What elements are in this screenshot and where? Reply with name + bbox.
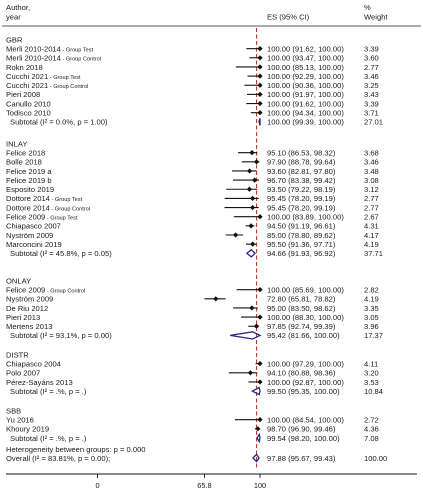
study-name: Dottore 2014 (6, 203, 50, 213)
study-weight: 4.31 (364, 221, 379, 231)
study-subgroup: - Group Control (60, 56, 101, 63)
study-weight: 3.05 (364, 312, 379, 322)
study-name: Dottore 2014 (6, 194, 50, 204)
study-name: Yu 2016 (6, 415, 34, 425)
study-point (257, 64, 262, 69)
study-point (250, 242, 255, 247)
subtotal-label: Subtotal (I² = .%, p = .) (10, 386, 87, 396)
study-point (213, 296, 218, 301)
overall-weight: 100.00 (364, 453, 388, 463)
study-weight: 3.68 (364, 148, 379, 158)
study-point (254, 159, 259, 164)
study-weight: 2.67 (364, 212, 379, 222)
study-weight: 3.60 (364, 53, 379, 63)
study-ci-text: 100.00 (93.47, 100.00) (267, 53, 344, 63)
study-weight: 3.39 (364, 99, 379, 109)
study-label (6, 185, 54, 194)
study-ci-text: 100.00 (85.69, 100.00) (267, 285, 344, 295)
study-ci-text: 100.00 (92.29, 100.00) (267, 71, 344, 81)
study-ci-text: 95.45 (78.20, 99.19) (267, 203, 336, 213)
group-label: DISTR (6, 350, 29, 360)
study-ci-text: 95.50 (91.36, 97.71) (267, 239, 336, 249)
study-weight: 3.20 (364, 368, 379, 378)
subtotal-diamond (252, 388, 260, 395)
overall-ci-text: 97.88 (95.67, 99.43) (267, 453, 336, 463)
study-point (249, 305, 254, 310)
study-ci-text: 95.10 (86.53, 98.32) (267, 148, 336, 158)
study-name: Felice 2019 b (6, 175, 52, 185)
header-study-line2: year (6, 12, 21, 22)
study-weight: 2.77 (364, 194, 379, 204)
subtotal-ci-text: 100.00 (99.39, 100.00) (267, 117, 344, 127)
study-label (6, 81, 88, 90)
study-ci-text: 100.00 (94.34, 100.00) (267, 108, 344, 118)
header-weight-line1: % (364, 3, 371, 12)
study-subgroup: - Group Control (48, 84, 89, 91)
study-label (6, 90, 40, 99)
study-ci-text: 94.50 (91.19, 96.61) (267, 221, 336, 231)
x-tick-label: 65.8 (197, 481, 212, 490)
study-label (6, 359, 61, 368)
study-name: Chiapasco 2007 (6, 221, 61, 231)
study-label (6, 369, 40, 378)
study-name: Bolle 2018 (6, 157, 42, 167)
study-ci-text: 100.00 (88.30, 100.00) (267, 312, 344, 322)
study-label (6, 203, 90, 212)
x-tick-label: 0 (95, 481, 100, 490)
study-point (257, 92, 262, 97)
study-weight: 3.48 (364, 166, 379, 176)
study-point (257, 417, 262, 422)
study-ci-text: 93.50 (79.22, 98.19) (267, 185, 336, 195)
group-label: SBB (6, 406, 22, 416)
study-label (6, 415, 34, 424)
subtotal-weight: 37.71 (364, 249, 384, 259)
study-point (257, 361, 262, 366)
subtotal-weight: 17.37 (364, 331, 384, 341)
study-weight: 3.46 (364, 71, 379, 81)
study-weight: 4.19 (364, 294, 379, 304)
subtotal-ci-text: 94.66 (91.93, 96.92) (267, 249, 336, 259)
study-weight: 3.25 (364, 81, 379, 91)
study-name: Felice 2019 a (6, 166, 52, 176)
study-point (254, 324, 259, 329)
heterogeneity-text: Heterogeneity between groups: p = 0.000 (6, 444, 146, 454)
study-ci-text: 97.85 (92.74, 99.39) (267, 322, 336, 332)
study-ci-text: 100.00 (84.54, 100.00) (267, 415, 344, 425)
subtotal-label: Subtotal (I² = 0.0%, p = 1.00) (10, 117, 108, 127)
study-point (257, 83, 262, 88)
subtotal-label: Subtotal (I² = .%, p = .) (10, 433, 87, 443)
study-ci-text: 94.10 (80.88, 98.36) (267, 368, 336, 378)
group-label: INLAY (6, 139, 28, 149)
study-ci-text: 72.80 (65.81, 78.82) (267, 294, 336, 304)
study-name: Cucchi 2021 (6, 71, 49, 81)
study-label (6, 322, 52, 331)
study-name: Merli 2010-2014 (6, 44, 61, 54)
study-point (257, 74, 262, 79)
study-label (6, 167, 52, 176)
study-point (250, 196, 255, 201)
study-point (257, 110, 262, 115)
study-label (6, 176, 52, 185)
study-label (6, 304, 48, 313)
x-tick-label: 100 (253, 481, 267, 490)
study-label (6, 63, 43, 72)
study-point (250, 205, 255, 210)
study-point (247, 168, 252, 173)
study-weight: 2.82 (364, 285, 379, 295)
study-ci-text: 100.00 (83.89, 100.00) (267, 212, 344, 222)
subtotal-diamond (257, 434, 260, 441)
subtotal-diamond (247, 250, 255, 257)
subtotal-label: Subtotal (I² = 45.8%, p = 0.05) (10, 249, 112, 259)
study-weight: 4.36 (364, 424, 379, 434)
study-name: Pieri 2013 (6, 312, 41, 322)
study-name: Nyström 2009 (6, 294, 54, 304)
study-name: Felice 2018 (6, 148, 46, 158)
study-weight: 3.08 (364, 175, 379, 185)
study-name: Nyström 2009 (6, 230, 54, 240)
subtotal-ci-text: 95.42 (81.66, 100.00) (267, 331, 340, 341)
study-label (6, 313, 40, 322)
study-subgroup: - Group Control (45, 288, 86, 295)
subtotal-ci-text: 99.50 (95.35, 100.00) (267, 386, 340, 396)
study-weight: 3.71 (364, 108, 379, 118)
study-label (6, 54, 101, 63)
study-ci-text: 100.00 (92.87, 100.00) (267, 377, 344, 387)
study-name: Khoury 2019 (6, 424, 50, 434)
study-weight: 3.53 (364, 377, 379, 387)
study-point (257, 315, 262, 320)
study-label (6, 295, 53, 304)
study-weight: 3.46 (364, 157, 379, 167)
study-label (6, 240, 62, 249)
study-label (6, 213, 78, 222)
study-point (257, 287, 262, 292)
group-label: GBR (6, 35, 23, 45)
study-ci-text: 100.00 (91.62, 100.00) (267, 44, 344, 54)
subtotal-weight: 27.01 (364, 117, 384, 127)
study-point (248, 370, 253, 375)
study-point (257, 379, 262, 384)
study-weight: 3.96 (364, 322, 379, 332)
study-weight: 2.72 (364, 415, 379, 425)
study-label (6, 158, 42, 167)
study-point (257, 214, 262, 219)
study-name: Merli 2010-2014 (6, 53, 61, 63)
subtotal-diamond (259, 118, 260, 125)
study-name: Polo 2007 (6, 368, 41, 378)
study-weight: 3.39 (364, 44, 379, 54)
study-weight: 3.43 (364, 90, 379, 100)
study-label (6, 231, 53, 240)
study-label (6, 222, 61, 231)
study-subgroup: - Group Test (45, 215, 78, 222)
study-name: Chiapasco 2004 (6, 359, 61, 369)
study-ci-text: 95.45 (78.20, 99.19) (267, 194, 336, 204)
study-name: Pérez-Sayáns 2013 (6, 377, 73, 387)
overall-label: Overall (I² = 83.81%, p = 0.00); (6, 453, 111, 463)
subtotal-label: Subtotal (I² = 93.1%, p = 0.00) (10, 331, 112, 341)
study-point (257, 101, 262, 106)
study-label (6, 378, 73, 387)
study-name: Marconcini 2019 (6, 239, 62, 249)
study-ci-text: 96.70 (83.38, 99.42) (267, 175, 336, 185)
study-weight: 3.35 (364, 303, 379, 313)
study-weight: 4.19 (364, 239, 379, 249)
study-subgroup: - Group Test (60, 47, 94, 54)
study-label (6, 99, 51, 108)
study-weight: 4.11 (364, 359, 379, 369)
subtotal-diamond (230, 332, 260, 339)
study-ci-text: 100.00 (85.13, 100.00) (267, 62, 344, 72)
study-label (6, 148, 45, 157)
study-subgroup: - Group Test (48, 74, 81, 81)
study-ci-text: 93.60 (82.81, 97.80) (267, 166, 336, 176)
study-name: De Riu 2012 (6, 303, 49, 313)
study-name: Felice 2009 (6, 285, 46, 295)
study-ci-text: 100.00 (91.97, 100.00) (267, 90, 344, 100)
study-name: Rokn 2018 (6, 62, 43, 72)
header-weight-line2: Weight (364, 12, 388, 22)
study-label (6, 109, 51, 118)
study-name: Todisco 2010 (6, 108, 51, 118)
study-point (233, 232, 238, 237)
study-name: Canullo 2010 (6, 99, 51, 109)
study-name: Felice 2009 (6, 212, 46, 222)
study-point (247, 187, 252, 192)
study-name: Mertens 2013 (6, 322, 53, 332)
study-label (6, 425, 49, 434)
study-name: Esposito 2019 (6, 185, 55, 195)
study-ci-text: 100.00 (97.29, 100.00) (267, 359, 344, 369)
study-label (6, 194, 83, 203)
study-ci-text: 85.00 (78.80, 89.62) (267, 230, 336, 240)
study-point (248, 223, 253, 228)
group-label: ONLAY (6, 276, 32, 286)
study-name: Cucchi 2021 (6, 81, 49, 91)
header-es: ES (95% CI) (267, 12, 310, 22)
study-weight: 3.12 (364, 185, 379, 195)
study-weight: 2.77 (364, 62, 379, 72)
study-point (257, 55, 262, 60)
study-ci-text: 100.00 (90.36, 100.00) (267, 81, 344, 91)
header-study-line1: Author, (6, 3, 31, 12)
study-ci-text: 100.00 (91.62, 100.00) (267, 99, 344, 109)
study-name: Pieri 2008 (6, 90, 41, 100)
study-point (257, 46, 262, 51)
study-ci-text: 95.00 (83.50, 98.62) (267, 303, 336, 313)
study-label (6, 72, 81, 81)
study-weight: 2.77 (364, 203, 379, 213)
study-weight: 4.17 (364, 230, 379, 240)
study-subgroup: - Group Test (49, 197, 83, 204)
study-label (6, 285, 85, 294)
study-ci-text: 97.90 (88.78, 99.64) (267, 157, 336, 167)
study-label (6, 44, 94, 53)
study-subgroup: - Group Control (49, 206, 91, 213)
subtotal-weight: 10.84 (364, 386, 384, 396)
subtotal-weight: 7.08 (364, 433, 379, 443)
study-ci-text: 98.70 (96.90, 99.46) (267, 424, 336, 434)
study-point (249, 150, 254, 155)
subtotal-ci-text: 99.54 (98.20, 100.00) (267, 433, 340, 443)
